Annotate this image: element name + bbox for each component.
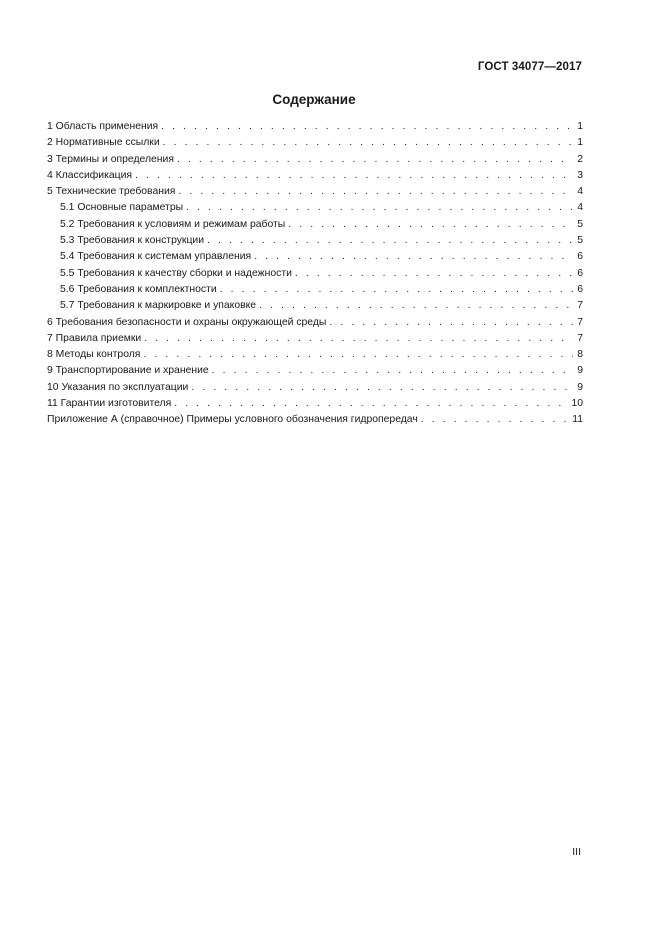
toc-entry-text: 7 Правила приемки	[47, 332, 142, 344]
dot-leader	[163, 135, 573, 151]
toc-entry-5-5[interactable]	[47, 266, 583, 282]
dot-leader	[178, 184, 573, 200]
dot-leader	[174, 396, 568, 412]
toc-entry-page: 10	[571, 398, 583, 410]
toc-entry-page: 7	[577, 316, 583, 328]
toc-entry-5-6[interactable]	[47, 282, 583, 298]
toc-entry-text: 5.7 Требования к маркировке и упаковке	[60, 300, 257, 312]
toc-entry-page: 1	[577, 137, 583, 149]
toc-entry-text: 1 Область применения	[47, 121, 159, 132]
dot-leader	[207, 233, 573, 249]
toc-entry-11[interactable]	[47, 396, 583, 412]
toc-entry-page: 1	[577, 121, 583, 132]
toc-entry-page: 4	[577, 202, 583, 214]
toc-entry-page: 11	[572, 414, 583, 426]
toc-entry-page: 2	[577, 153, 583, 165]
toc-entry-page: 4	[577, 186, 583, 198]
toc-entry-text: 5 Технические требования	[47, 186, 176, 198]
toc-entry-page: 9	[577, 381, 583, 393]
toc-entry-5-3[interactable]	[47, 233, 583, 249]
toc-entry-text: 5.4 Требования к системам управления	[60, 251, 252, 263]
toc-entry-text: 5.6 Требования к комплектности	[60, 283, 217, 295]
dot-leader	[135, 168, 573, 184]
toc-entry-page: 5	[577, 218, 583, 230]
toc-entry-1[interactable]	[47, 119, 583, 135]
dot-leader	[288, 217, 573, 233]
toc-entry-9[interactable]	[47, 363, 583, 379]
toc-entry-text: 5.5 Требования к качеству сборки и надежности	[60, 267, 292, 279]
dot-leader	[161, 119, 573, 135]
toc-entry-page: 6	[577, 251, 583, 263]
toc-entry-text: 10 Указания по эксплуатации	[47, 381, 189, 393]
dot-leader	[143, 347, 573, 363]
toc-entry-page: 5	[577, 235, 583, 247]
dot-leader	[220, 282, 573, 298]
dot-leader	[329, 315, 573, 331]
page-number: III	[572, 846, 581, 858]
toc-entry-10[interactable]	[47, 380, 583, 396]
toc-entry-text: 5.1 Основные параметры	[60, 202, 184, 214]
dot-leader	[212, 363, 573, 379]
dot-leader	[177, 152, 573, 168]
toc-entry-6[interactable]	[47, 315, 583, 331]
toc-entry-page: 6	[577, 267, 583, 279]
standard-designation: ГОСТ 34077—2017	[477, 61, 582, 73]
toc-entry-5-4[interactable]	[47, 249, 583, 265]
toc-entry-text: 11 Гарантии изготовителя	[47, 398, 172, 410]
toc-entry-8[interactable]	[47, 347, 583, 363]
toc-entry-7[interactable]	[47, 331, 583, 347]
toc-entry-text: 4 Классификация	[47, 169, 133, 181]
toc-entry-page: 3	[577, 169, 583, 181]
dot-leader	[259, 298, 573, 314]
toc-entry-4[interactable]	[47, 168, 583, 184]
toc-entry-text: 8 Методы контроля	[47, 349, 141, 361]
toc-entry-text: Приложение А (справочное) Примеры условного обозначения гидропередач	[47, 414, 418, 426]
toc-entry-5[interactable]	[47, 184, 583, 200]
toc-entry-text: 5.2 Требования к условиям и режимам работы	[60, 218, 286, 230]
toc-entry-5-1[interactable]	[47, 200, 583, 216]
toc-entry-text: 3 Термины и определения	[47, 153, 174, 165]
toc-entry-page: 8	[577, 349, 583, 361]
dot-leader	[295, 266, 573, 282]
dot-leader	[191, 380, 573, 396]
dot-leader	[421, 412, 569, 428]
toc-entry-5-7[interactable]	[47, 298, 583, 314]
toc-entry-page: 6	[577, 283, 583, 295]
toc-entry-text: 2 Нормативные ссылки	[47, 137, 160, 149]
toc-entry-page: 7	[577, 332, 583, 344]
dot-leader	[144, 331, 573, 347]
toc-entry-page: 9	[577, 365, 583, 377]
table-of-contents	[47, 119, 583, 429]
toc-title: Содержание	[272, 92, 356, 107]
toc-entry-appendix-a[interactable]	[47, 412, 583, 428]
toc-entry-page: 7	[577, 300, 583, 312]
toc-entry-text: 9 Транспортирование и хранение	[47, 365, 209, 377]
toc-entry-5-2[interactable]	[47, 217, 583, 233]
toc-entry-text: 6 Требования безопасности и охраны окружающей среды	[47, 316, 327, 328]
dot-leader	[254, 249, 573, 265]
toc-entry-2[interactable]	[47, 135, 583, 151]
toc-entry-3[interactable]	[47, 152, 583, 168]
dot-leader	[186, 200, 573, 216]
toc-entry-text: 5.3 Требования к конструкции	[60, 235, 205, 247]
